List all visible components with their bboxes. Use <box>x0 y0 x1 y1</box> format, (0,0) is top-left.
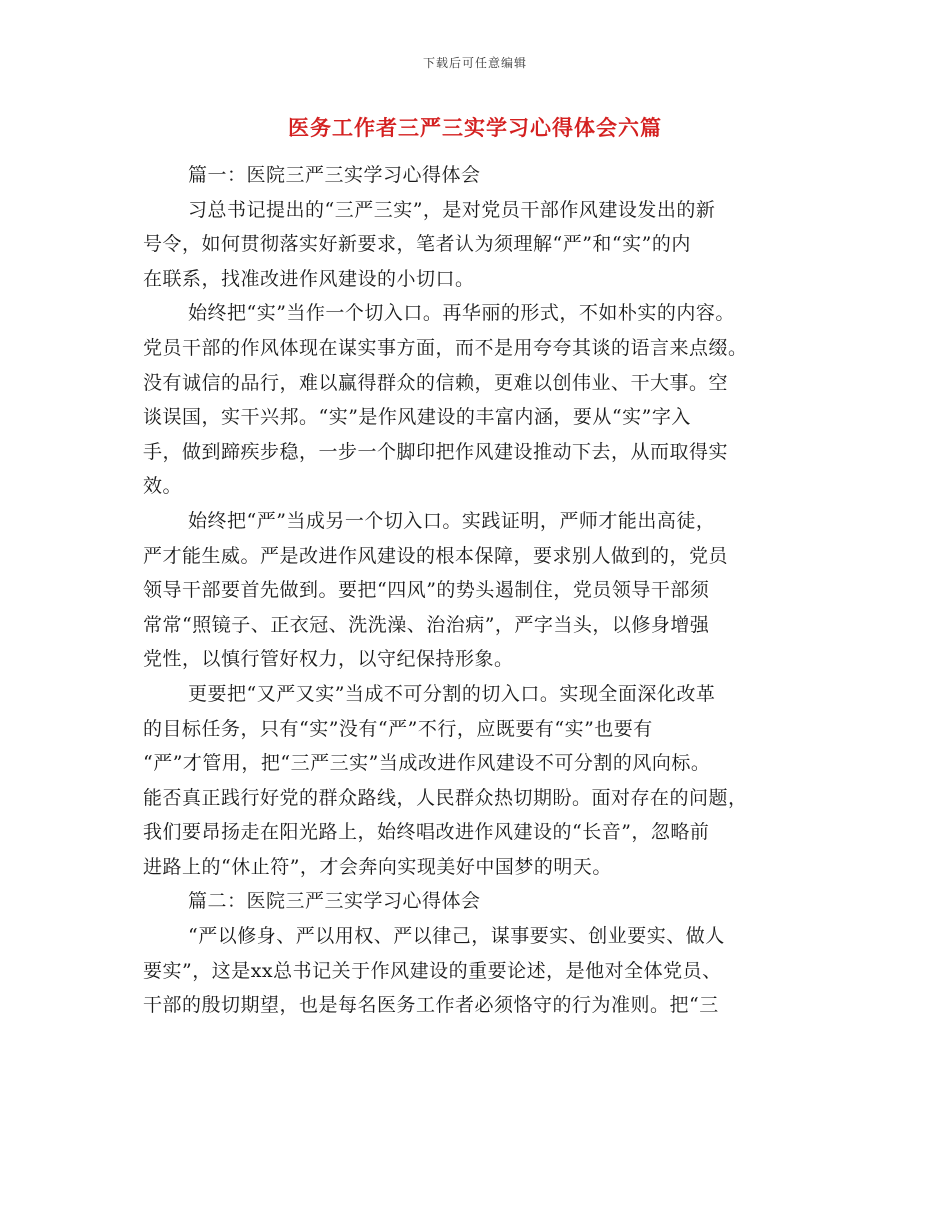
text-line: 党员干部的作风体现在谋实事方面，而不是用夸夸其谈的语言来点缀。 <box>143 336 748 359</box>
text-line: “严以修身、严以用权、严以律己，谋事要实、创业要实、做人 <box>188 925 725 948</box>
document-title: 医务工作者三严三实学习心得体会六篇 <box>288 115 662 140</box>
text-line: 没有诚信的品行，难以赢得群众的信赖，更难以创伟业、干大事。空 <box>143 371 729 394</box>
text-line: 更要把“又严又实”当成不可分割的切入口。实现全面深化改革 <box>188 682 716 705</box>
text-line: 谈误国，实干兴邦。“实”是作风建设的丰富内涵，要从“实”字入 <box>143 406 691 429</box>
text-line: 我们要昂扬走在阳光路上，始终唱改进作风建设的“长音”，忽略前 <box>143 821 710 844</box>
text-line: 号令，如何贯彻落实好新要求，笔者认为须理解“严”和“实”的内 <box>143 233 691 256</box>
text-line: 领导干部要首先做到。要把“四风”的势头遏制住，党员领导干部须 <box>143 579 710 602</box>
text-line: 进路上的“休止符”，才会奔向实现美好中国梦的明天。 <box>143 855 612 878</box>
text-line: 始终把“严”当成另一个切入口。实践证明，严师才能出高徒， <box>188 509 716 532</box>
document-body <box>143 158 813 1023</box>
text-line: 干部的殷切期望，也是每名医务工作者必须恪守的行为准则。把“三 <box>143 994 719 1017</box>
text-line: 常常“照镜子、正衣冠、洗洗澡、治治病”，严字当头，以修身增强 <box>143 613 710 636</box>
text-line: “严”才管用，把“三严三实”当成改进作风建设不可分割的风向标。 <box>143 752 711 775</box>
text-line: 篇一：医院三严三实学习心得体会 <box>188 164 481 186</box>
text-line: 严才能生威。严是改进作风建设的根本保障，要求别人做到的，党员 <box>143 544 729 567</box>
text-line: 手，做到蹄疾步稳，一步一个脚印把作风建设推动下去，从而取得实 <box>143 440 729 463</box>
text-line: 习总书记提出的“三严三实”，是对党员干部作风建设发出的新 <box>188 198 716 221</box>
text-line: 在联系，找准改进作风建设的小切口。 <box>143 267 475 290</box>
text-line: 党性，以慎行管好权力，以守纪保持形象。 <box>143 648 514 671</box>
text-line: 能否真正践行好党的群众路线，人民群众热切期盼。面对存在的问题， <box>143 786 748 809</box>
header-note: 下载后可任意编辑 <box>422 56 527 70</box>
text-line: 篇二：医院三严三实学习心得体会 <box>188 890 481 913</box>
text-line: 效。 <box>143 475 183 498</box>
text-line: 始终把“实”当作一个切入口。再华丽的形式，不如朴实的内容。 <box>188 302 735 325</box>
text-line: 要实”，这是xx总书记关于作风建设的重要论述，是他对全体党员、 <box>143 959 722 982</box>
text-line: 的目标任务，只有“实”没有“严”不行，应既要有“实”也要有 <box>143 717 653 740</box>
